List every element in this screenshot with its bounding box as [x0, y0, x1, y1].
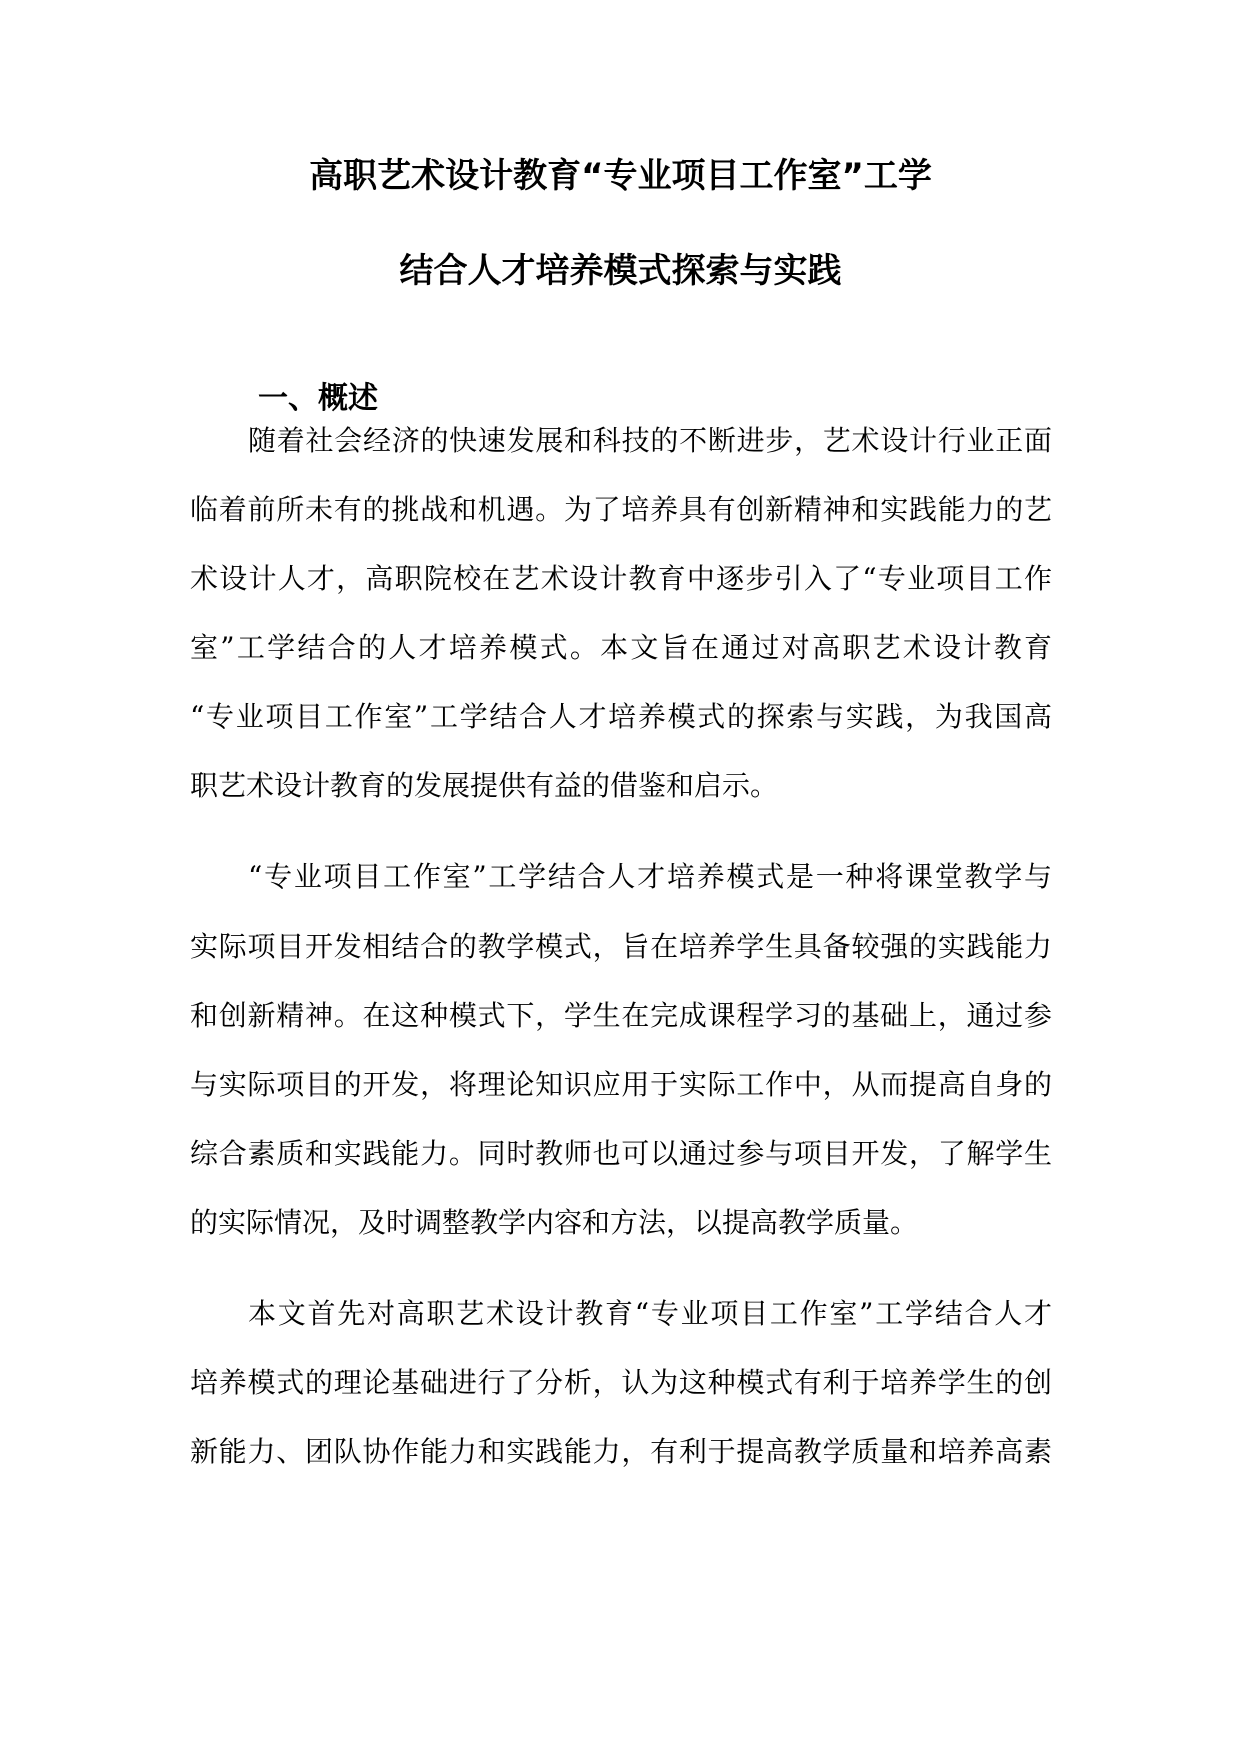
- paragraph-3-line-2: 培养模式的理论基础进行了分析，认为这种模式有利于培养学生的创: [190, 1366, 1052, 1399]
- paragraph-1-line-3: 术设计人才，高职院校在艺术设计教育中逐步引入了“专业项目工作: [190, 562, 1052, 595]
- document-title-line-1: 高职艺术设计教育“专业项目工作室”工学: [309, 156, 932, 196]
- paragraph-1-line-6: 职艺术设计教育的发展提供有益的借鉴和启示。: [190, 769, 779, 802]
- paragraph-3-line-1: 本文首先对高职艺术设计教育“专业项目工作室”工学结合人才: [248, 1297, 1052, 1330]
- section-heading: 一、概述: [258, 381, 378, 416]
- paragraph-2-line-6: 的实际情况，及时调整教学内容和方法，以提高教学质量。: [190, 1206, 919, 1239]
- paragraph-2-line-1: “专业项目工作室”工学结合人才培养模式是一种将课堂教学与: [248, 860, 1052, 893]
- paragraph-2-line-3: 和创新精神。在这种模式下，学生在完成课程学习的基础上，通过参: [190, 999, 1052, 1032]
- paragraph-1-line-5: “专业项目工作室”工学结合人才培养模式的探索与实践，为我国高: [190, 700, 1052, 733]
- paragraph-2-line-2: 实际项目开发相结合的教学模式，旨在培养学生具备较强的实践能力: [190, 930, 1052, 963]
- paragraph-1-line-2: 临着前所未有的挑战和机遇。为了培养具有创新精神和实践能力的艺: [190, 493, 1052, 526]
- paragraph-1-line-1: 随着社会经济的快速发展和科技的不断进步，艺术设计行业正面: [248, 424, 1052, 457]
- paragraph-3-line-3: 新能力、团队协作能力和实践能力，有利于提高教学质量和培养高素: [190, 1435, 1052, 1468]
- paragraph-2-line-5: 综合素质和实践能力。同时教师也可以通过参与项目开发，了解学生: [190, 1137, 1052, 1170]
- paragraph-2-line-4: 与实际项目的开发，将理论知识应用于实际工作中，从而提高自身的: [190, 1068, 1052, 1101]
- document-title-line-2: 结合人才培养模式探索与实践: [399, 251, 842, 291]
- paragraph-1-line-4: 室”工学结合的人才培养模式。本文旨在通过对高职艺术设计教育: [190, 631, 1052, 664]
